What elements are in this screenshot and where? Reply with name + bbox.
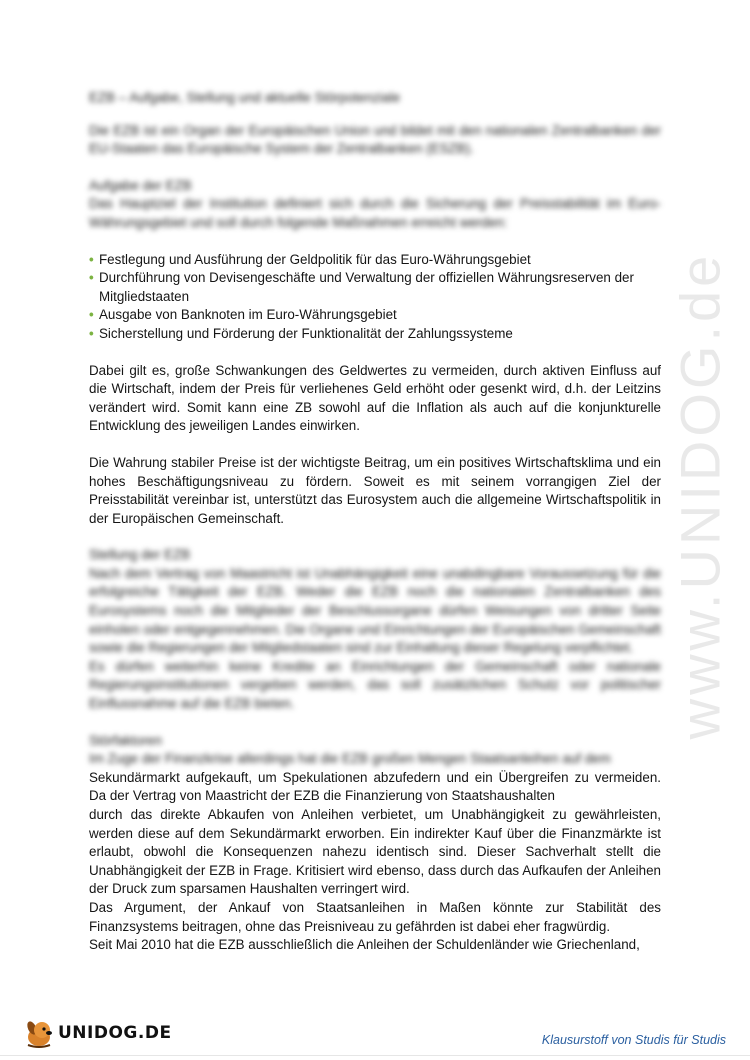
aufgabe-paragraph-1: Dabei gilt es, große Schwankungen des Geldwertes zu vermeiden, durch aktiven Einfluss auf die Wirtschaft, indem der Preis für verliehenes Geld erhöht oder gesenkt wird, d.h. der Leitzins verändert wird. Somit kann eine ZB sowohl auf die Inflation als auch auf die konjunkturelle Entwicklung des jeweiligen Landes einwirken. bbox=[89, 362, 661, 434]
bullet-dot-icon: • bbox=[89, 307, 94, 323]
footer-tagline: Klausurstoff von Studis für Studis bbox=[541, 1033, 726, 1047]
list-item: • Festlegung und Ausführung der Geldpolitik für das Euro-Währungsgebiet bbox=[89, 251, 661, 270]
dog-mascot-icon bbox=[22, 1016, 56, 1050]
stellung-paragraph-2: Es dürfen weiterhin keine Kredite an Einrichtungen der Gemeinschaft oder nationale Regierungsinstitutionen vergeben werden, das soll zusätzlichen Schutz vor politischer Einflussnahme auf die EZB bieten. bbox=[89, 658, 661, 712]
stoer-line-3: Das Argument, der Ankauf von Staatsanleihen in Maßen könnte zur Stabilität des Finanzsystems beitragen, ohne das Preisniveau zu gefährden ist dabei eher fragwürdig. bbox=[89, 899, 661, 934]
bullet-dot-icon: • bbox=[89, 325, 94, 341]
list-item: • Sicherstellung und Förderung der Funktionalität der Zahlungssysteme bbox=[89, 325, 661, 344]
list-item: • Ausgabe von Banknoten im Euro-Währungsgebiet bbox=[89, 306, 661, 325]
aufgabe-paragraph-2: Die Wahrung stabiler Preise ist der wichtigste Beitrag, um ein positives Wirtschaftsklima und ein hohes Beschäftigungsniveau zu fördern. Soweit es mit seinem vorrangigen Ziel der Preisstabilität vereinbar ist, unterstützt das Eurosystem auch die allgemeine Wirtschaftspolitik in der Europäischen Gemeinschaft. bbox=[89, 454, 661, 526]
bullet-dot-icon: • bbox=[89, 270, 94, 286]
stoer-line-2: durch das direkte Abkaufen von Anleihen verbietet, um Unabhängigkeit zu gewährleisten, werden diese auf dem Sekundärmarkt erworben. Ein indirekter Kauf über die Finanzmärkte ist erlaubt, obwohl die Konsequenzen nahezu identisch sind. Dieser Sachverhalt stellt die Unabhängigkeit der EZB in Frage. Kritisiert wird ebenso, dass durch das Aufkaufen der Anleihen der Druck zum sparsamen Haushalten verringert wird. bbox=[89, 807, 661, 897]
section-heading-stoerfaktoren: Störfaktoren bbox=[89, 732, 162, 748]
stellung-paragraph-1: Nach dem Vertrag von Maastricht ist Unabhängigkeit eine unabdingbare Voraussetzung für die erfolgreiche Tätigkeit der EZB. Weder die EZB noch die nationalen Zentralbanken des Eurosystems noch die Mitglieder der Beschlussorgane dürfen Weisungen von dritter Seite einholen oder entgegennehmen. Die Organe und Einrichtungen der Europäischen Gemeinschaft sowie die Regierungen der Mitgliedstaaten sind zur Einhaltung dieser Regelung verpflichtet. bbox=[89, 565, 661, 656]
watermark-text: www.UNIDOG.de bbox=[668, 251, 732, 739]
logo-text: UNIDOG.DE bbox=[58, 1023, 172, 1043]
aufgabe-bullet-list bbox=[89, 251, 661, 344]
stoer-blurred-line: Im Zuge der Finanzkrise allerdings hat die EZB großen Mengen Staatsanleihen auf dem bbox=[89, 751, 611, 767]
footer-logo[interactable] bbox=[22, 1014, 182, 1052]
document-body bbox=[89, 89, 661, 955]
stoer-line-1: Sekundärmarkt aufgekauft, um Spekulationen abzufedern und ein Übergreifen zu vermeiden. Da der Vertrag von Maastricht der EZB die Finanzierung von Staatshaushalten bbox=[89, 769, 661, 804]
stoer-line-4: Seit Mai 2010 hat die EZB ausschließlich die Anleihen der Schuldenländer wie Griechenland, bbox=[89, 937, 640, 953]
bullet-dot-icon: • bbox=[89, 251, 94, 267]
footer-divider bbox=[0, 1055, 750, 1056]
list-item: • Durchführung von Devisengeschäfte und Verwaltung der offiziellen Währungsreserven der Mitgliedstaaten bbox=[89, 270, 634, 304]
section-heading-aufgabe: Aufgabe der EZB bbox=[89, 177, 192, 193]
section-heading-stellung: Stellung der EZB bbox=[89, 547, 191, 563]
intro-paragraph: Die EZB ist ein Organ der Europäischen Union und bildet mit den nationalen Zentralbanken der EU-Staaten das Europäische System der Zentralbanken (ESZB). bbox=[89, 122, 661, 157]
aufgabe-intro: Das Hauptziel der Institution definiert sich durch die Sicherung der Preisstabilität im Euro-Währungsgebiet und soll durch folgende Maßnahmen erreicht werden: bbox=[89, 196, 661, 230]
document-title: EZB – Aufgabe, Stellung und aktuelle Störpotenziale bbox=[89, 90, 401, 105]
